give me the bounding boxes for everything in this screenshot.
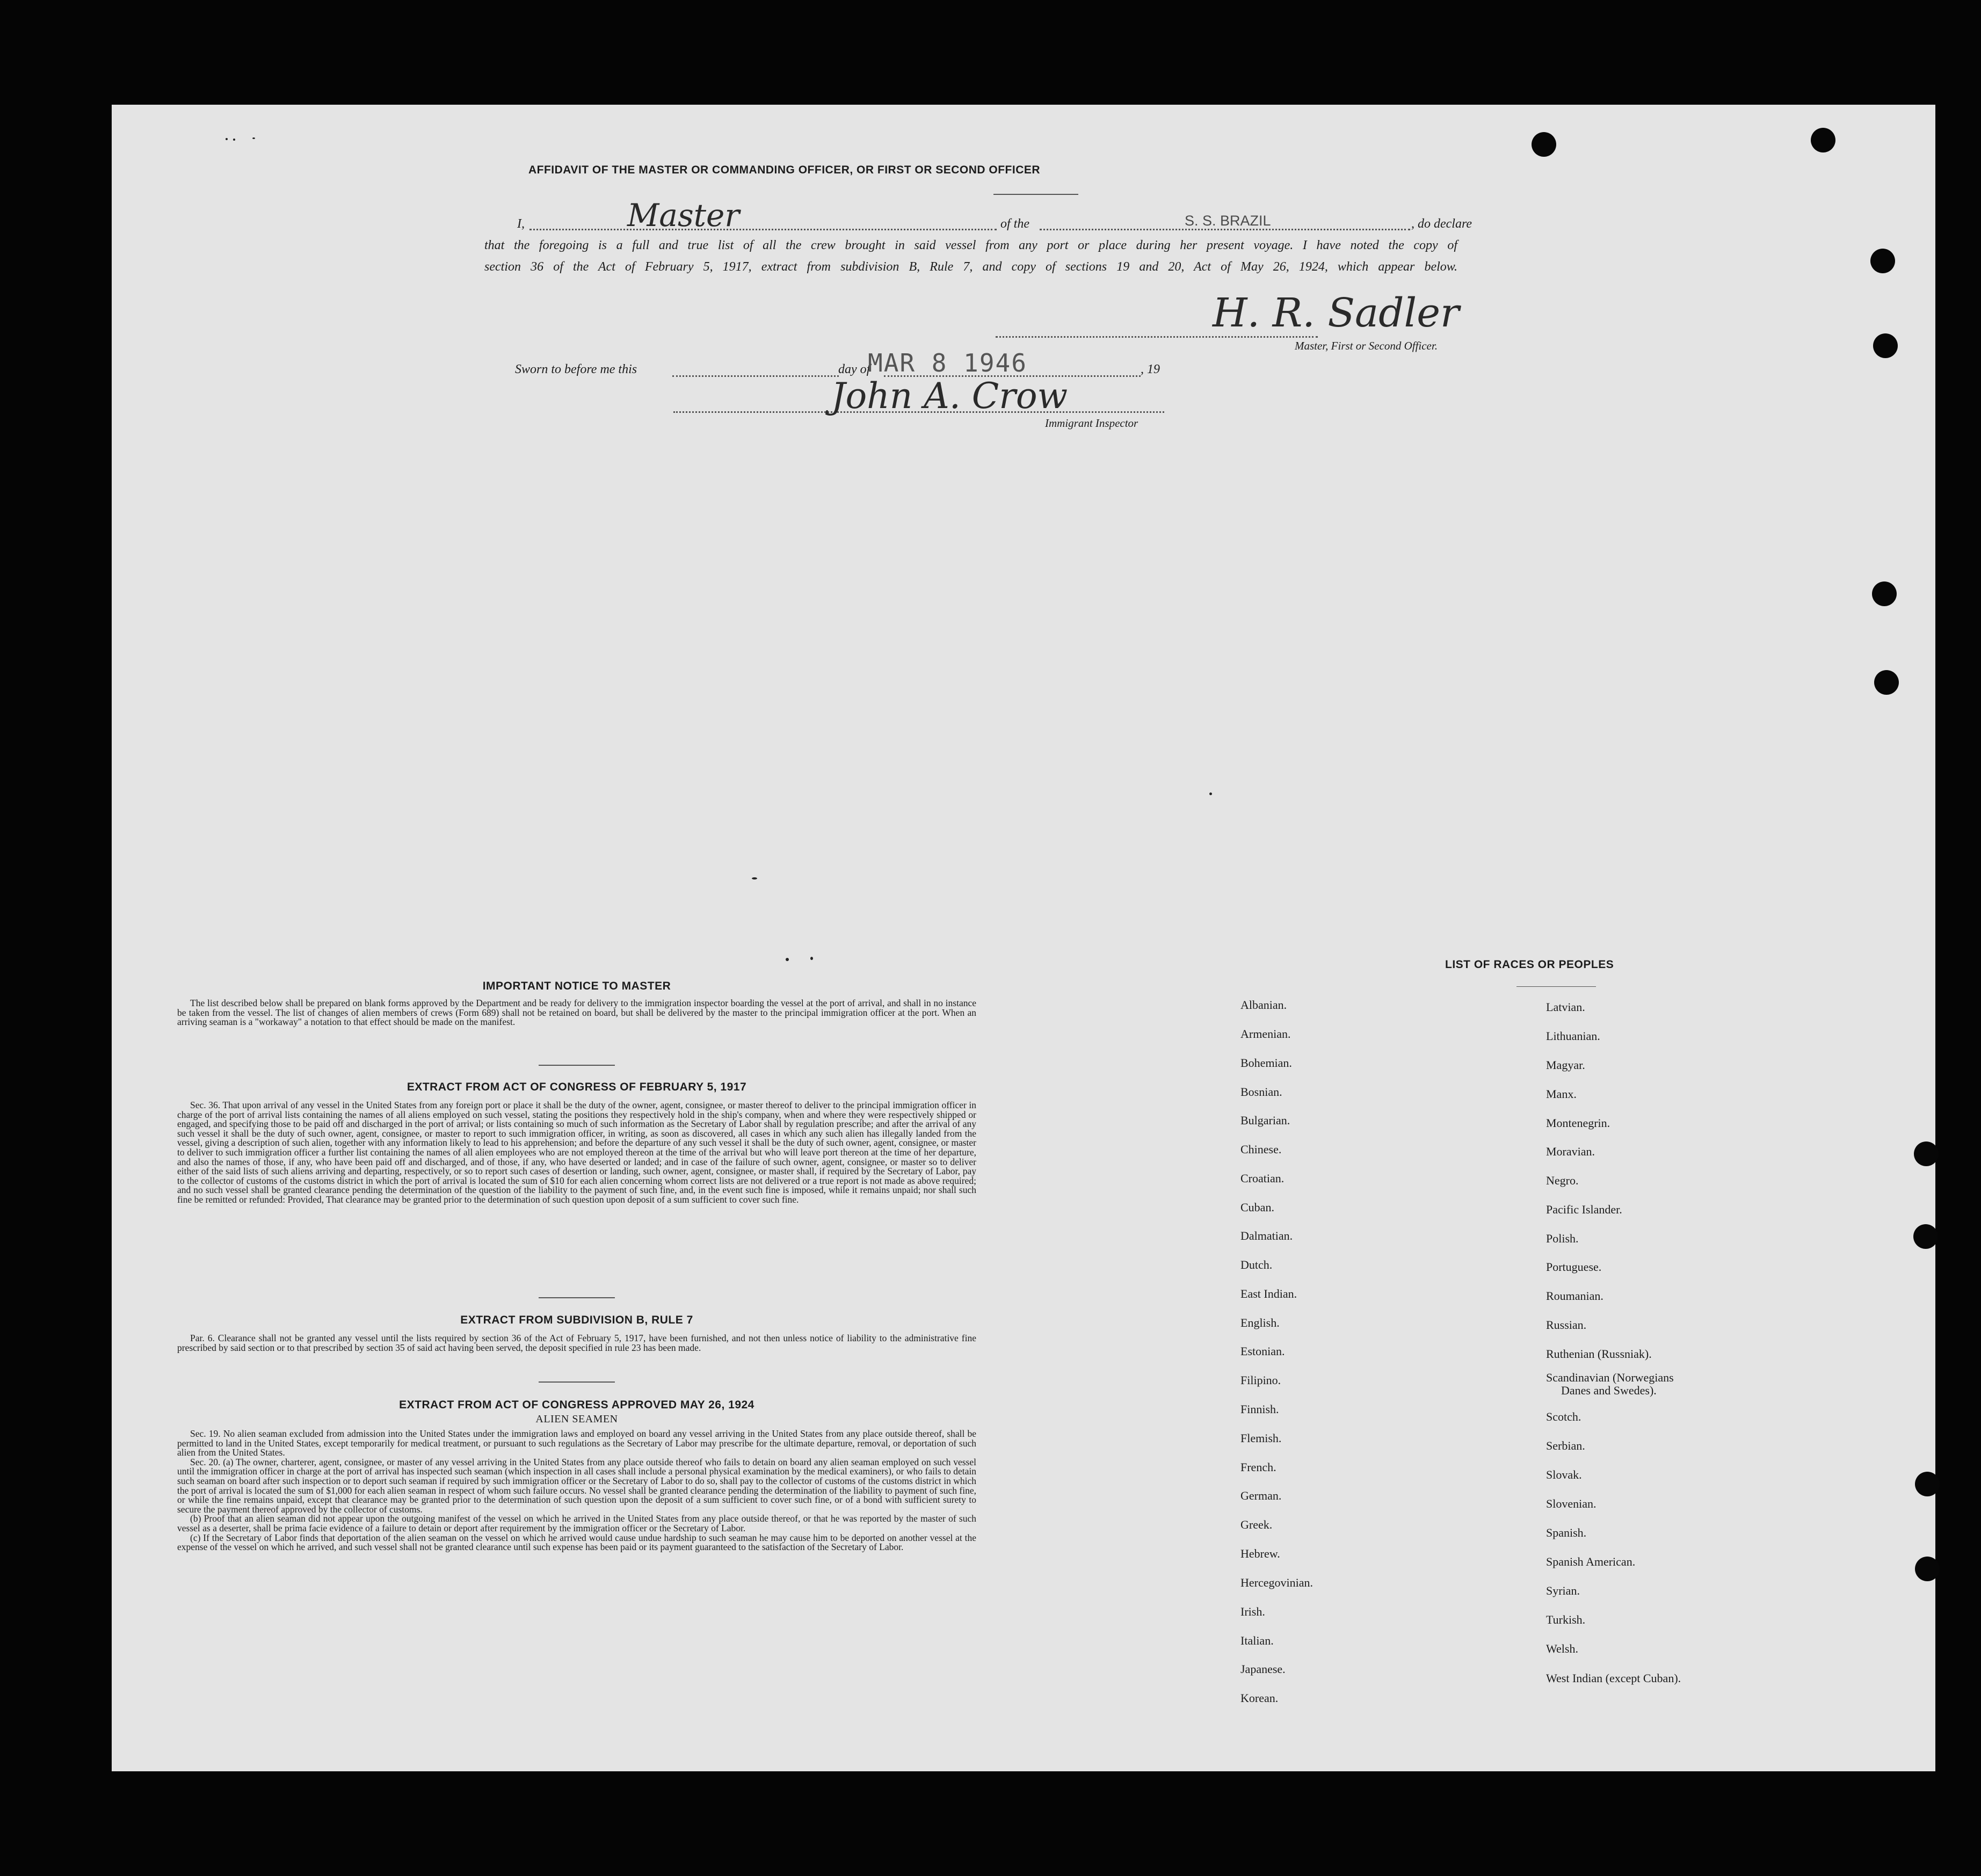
- notice-title: IMPORTANT NOTICE TO MASTER: [482, 980, 671, 992]
- punch-hole: [1915, 1472, 1940, 1496]
- race-item: Chinese.: [1240, 1143, 1282, 1156]
- punch-hole: [1913, 1224, 1938, 1249]
- race-item: Cuban.: [1240, 1201, 1274, 1214]
- race-item: Bosnian.: [1240, 1085, 1282, 1099]
- title-divider: [993, 194, 1078, 195]
- sec-20c-text: (c) If the Secretary of Labor finds that deportation of the alien seaman on the vessel on which he arrived would cause undue hardship to such seaman he may cause him to be deported on another vessel at the expense of the vessel on which he arrived, and such vessel shall not be granted clearance until such expense has been paid or its payment guaranteed to the satisfaction of the Secretary of Labor.: [177, 1532, 976, 1553]
- race-item: Hercegovinian.: [1240, 1576, 1313, 1589]
- races-title: LIST OF RACES OR PEOPLES: [1445, 958, 1614, 971]
- race-item: Portuguese.: [1546, 1260, 1602, 1274]
- punch-hole: [1870, 249, 1895, 273]
- extract-1924-body: [177, 1429, 976, 1552]
- race-item: Dalmatian.: [1240, 1229, 1293, 1242]
- race-item: Korean.: [1240, 1691, 1279, 1705]
- extract-1924-title: EXTRACT FROM ACT OF CONGRESS APPROVED MAY 26, 1924: [399, 1399, 754, 1411]
- race-item: Welsh.: [1546, 1642, 1578, 1655]
- race-item: German.: [1240, 1489, 1282, 1502]
- race-item: Polish.: [1546, 1232, 1579, 1245]
- race-item: Dutch.: [1240, 1258, 1273, 1271]
- race-item: Irish.: [1240, 1605, 1265, 1618]
- race-item: Serbian.: [1546, 1439, 1585, 1452]
- notice-body: The list described below shall be prepared on blank forms approved by the Department and be ready for delivery to the immigration inspector boarding the vessel at the port of arrival, and shall in no instance be taken from the vessel. The list of changes of alien members of crews (Form 689) shall not be retained on board, but shall be delivered by the master to the principal immigration officer at the port. When an arriving seaman is a "workaway" a notation to that effect should be made on the manifest.: [177, 998, 976, 1028]
- punch-hole: [1914, 1141, 1939, 1166]
- race-item: Magyar.: [1546, 1058, 1585, 1072]
- extract-1917-divider: [539, 1297, 615, 1298]
- race-item: Negro.: [1546, 1174, 1579, 1187]
- sec-20b-text: (b) Proof that an alien seaman did not appear upon the outgoing manifest of the vessel on which he arrived in the United States from any place outside thereof, or that he was reported by the master of such vessel as a deserter, shall be prima facie evidence of a failure to detain or deport after requirement by the immigration officer or the Secretary of Labor.: [177, 1513, 976, 1533]
- sec-19-text: Sec. 19. No alien seaman excluded from admission into the United States under the immigration laws and employed on board any vessel arriving in the United States from any place outside thereof, shall be permitted to land in the United States, except temporarily for medical treatment, or pursuant to such regulations as the Secretary of Labor may prescribe for the ultimate departure, removal, or deportation of such alien from the United States.: [177, 1428, 976, 1458]
- stray-mark: [786, 958, 789, 961]
- day-of-label: day of: [838, 362, 870, 376]
- extract-1924-subtitle: ALIEN SEAMEN: [535, 1413, 618, 1425]
- vessel-name: S. S. BRAZIL: [1185, 213, 1271, 229]
- master-signature-line: [996, 336, 1318, 338]
- punch-hole: [1532, 132, 1556, 157]
- affidavit-title: AFFIDAVIT OF THE MASTER OR COMMANDING OFFICER, OR FIRST OR SECOND OFFICER: [528, 164, 1041, 176]
- races-divider: [1516, 986, 1596, 987]
- race-item: Estonian.: [1240, 1344, 1285, 1358]
- race-item: Bulgarian.: [1240, 1114, 1290, 1127]
- race-item: Montenegrin.: [1546, 1116, 1610, 1130]
- affidavit-line-2: that the foregoing is a full and true list of all the crew brought in said vessel from any port or place during her present voyage. I have noted the copy of: [484, 238, 1457, 252]
- race-item: Syrian.: [1546, 1584, 1580, 1597]
- race-item: Slovenian.: [1546, 1497, 1597, 1510]
- race-item: Scotch.: [1546, 1410, 1581, 1423]
- affidavit-line-3: section 36 of the Act of February 5, 1917, extract from subdivision B, Rule 7, and copy of sections 19 and 20, Act of May 26, 1924, which appear below.: [484, 260, 1457, 274]
- stray-mark: [810, 957, 813, 960]
- race-item: Flemish.: [1240, 1431, 1282, 1445]
- race-item: Hebrew.: [1240, 1547, 1280, 1560]
- race-item: Spanish American.: [1546, 1555, 1636, 1568]
- sworn-label: Sworn to before me this: [515, 362, 637, 376]
- punch-hole: [1872, 581, 1897, 606]
- stray-mark: [252, 137, 255, 139]
- race-item: Italian.: [1240, 1634, 1274, 1647]
- race-item: Slovak.: [1546, 1468, 1582, 1481]
- race-item: French.: [1240, 1460, 1276, 1474]
- race-item: Turkish.: [1546, 1613, 1586, 1626]
- stray-mark: [233, 139, 235, 141]
- do-declare-label: , do declare: [1411, 217, 1472, 231]
- subdivision-title: EXTRACT FROM SUBDIVISION B, RULE 7: [460, 1314, 693, 1326]
- race-item: Croatian.: [1240, 1172, 1285, 1185]
- race-item: Danes and Swedes).: [1561, 1384, 1657, 1397]
- race-item: Manx.: [1546, 1087, 1577, 1101]
- race-item: Russian.: [1546, 1318, 1587, 1332]
- race-item: Bohemian.: [1240, 1056, 1292, 1070]
- race-item: Filipino.: [1240, 1373, 1281, 1387]
- day-blank: [672, 375, 839, 377]
- punch-hole: [1915, 1557, 1940, 1581]
- year-label: , 19: [1141, 362, 1160, 376]
- subdivision-divider: [539, 1381, 615, 1383]
- punch-hole: [1873, 333, 1898, 358]
- race-item: Spanish.: [1546, 1526, 1587, 1539]
- stray-mark: [752, 877, 757, 879]
- race-item: Roumanian.: [1546, 1289, 1603, 1303]
- stray-mark: [1209, 792, 1212, 795]
- document-page: [112, 105, 1935, 1771]
- race-item: West Indian (except Cuban).: [1546, 1671, 1681, 1685]
- race-item: Finnish.: [1240, 1402, 1279, 1416]
- of-the-label: of the: [1000, 217, 1029, 231]
- extract-1917-body: Sec. 36. That upon arrival of any vessel in the United States from any foreign port or place it shall be the duty of the owner, agent, consignee, or master thereof to deliver to the principal immigration officer in charge of the port of arrival lists containing the names of all aliens employed on such vessel, stating the positions they respectively hold in the ship's company, when and where they were respectively shipped or engaged, and specifying those to be paid off and discharged in the port of arrival; or lists containing so much of such information as the Secretary of Labor shall by regulation prescribe; and after the arrival of any such vessel it shall be the duty of such owner, agent, consignee, or master to report to such immigration officer, in writing, as soon as discovered, all cases in which any such alien has illegally landed from the vessel, giving a description of such alien, together with any information likely to lead to his apprehension; and before the departure of any such vessel it shall be the duty of such owner, agent, consignee, or master to deliver to such immigration officer a further list containing the names of all alien employees who are not employed thereon at the time of the arrival but who will leave port thereon at the time of her departure, and also the names of those, if any, who have been paid off and discharged, and of those, if any, who have deserted or landed; and in case of the failure of such owner, agent, consignee, or master so to deliver either of the said lists of such aliens arriving and departing, respectively, or so to report such cases of desertion or landing, such owner, agent, consignee, or master shall, if required by the Secretary of Labor, pay to the collector of customs of the customs district in which the port of arrival is located the sum of $10 for each alien concerning whom correct lists are not delivered or a true report is not made as above required; and no such vessel shall be granted clearance pending the determination of the question of the liability to the payment of such fine, and, in the event such fine is imposed, while it remains unpaid; nor shall such fine be remitted or refunded: Provided, That clearance may be granted prior to the determination of such question upon deposit of a sum sufficient to cover such fine.: [177, 1100, 976, 1205]
- affidavit-i: I,: [517, 217, 525, 231]
- race-item: Pacific Islander.: [1546, 1203, 1622, 1216]
- stray-mark: [226, 138, 228, 140]
- race-item: Moravian.: [1546, 1145, 1595, 1158]
- inspector-caption: Immigrant Inspector: [1045, 417, 1138, 430]
- race-item: English.: [1240, 1316, 1280, 1329]
- race-item: Albanian.: [1240, 998, 1287, 1012]
- sec-20a-text: Sec. 20. (a) The owner, charterer, agent, consignee, or master of any vessel arriving in the United States from any place outside thereof who fails to detain on board any alien seaman employed on such vessel until the immigration officer in charge at the port of arrival has inspected such seaman (which inspection in all cases shall include a personal physical examination by the medical examiners), or who fails to detain such seaman on board after such inspection or to deport such seaman if required by such immigration officer or the Secretary of Labor to do so, shall pay to the collector of customs of the customs district in which the port of arrival is located the sum of $1,000 for each alien seaman in respect of whom such failure occurs. No vessel shall be granted clearance pending the determination of the liability to payment of such fine, or while the fine remains unpaid, except that clearance may be granted prior to the determination of such question upon the deposit of a sum sufficient to cover such fine, or of a bond with sufficient surety to secure the payment thereof approved by the collector of customs.: [177, 1456, 976, 1515]
- race-item: Latvian.: [1546, 1000, 1585, 1014]
- race-item: Greek.: [1240, 1518, 1273, 1531]
- subdivision-body: Par. 6. Clearance shall not be granted any vessel until the lists required by section 36 of the Act of February 5, 1917, have been furnished, and not then unless notice of liability to the administrative fine prescribed by said section or to that prescribed by section 35 of said act having been served, the deposit specified in rule 23 has been made.: [177, 1333, 976, 1353]
- race-item: Ruthenian (Russniak).: [1546, 1347, 1652, 1361]
- extract-1917-title: EXTRACT FROM ACT OF CONGRESS OF FEBRUARY 5, 1917: [407, 1081, 747, 1093]
- master-signature: H. R. Sadler: [1213, 290, 1460, 336]
- race-item: Scandinavian (Norwegians: [1546, 1371, 1674, 1384]
- officer-blank: [529, 229, 997, 230]
- date-stamp: MAR 8 1946: [868, 348, 1027, 377]
- inspector-signature: John A. Crow: [831, 375, 1068, 417]
- race-item: East Indian.: [1240, 1287, 1297, 1300]
- punch-hole: [1874, 670, 1899, 695]
- master-caption: Master, First or Second Officer.: [1295, 339, 1438, 352]
- race-item: Japanese.: [1240, 1662, 1286, 1676]
- race-item: Armenian.: [1240, 1027, 1291, 1041]
- punch-hole: [1811, 128, 1835, 152]
- race-item: Lithuanian.: [1546, 1029, 1600, 1043]
- officer-handwriting: Master: [627, 197, 740, 234]
- notice-divider: [539, 1065, 615, 1066]
